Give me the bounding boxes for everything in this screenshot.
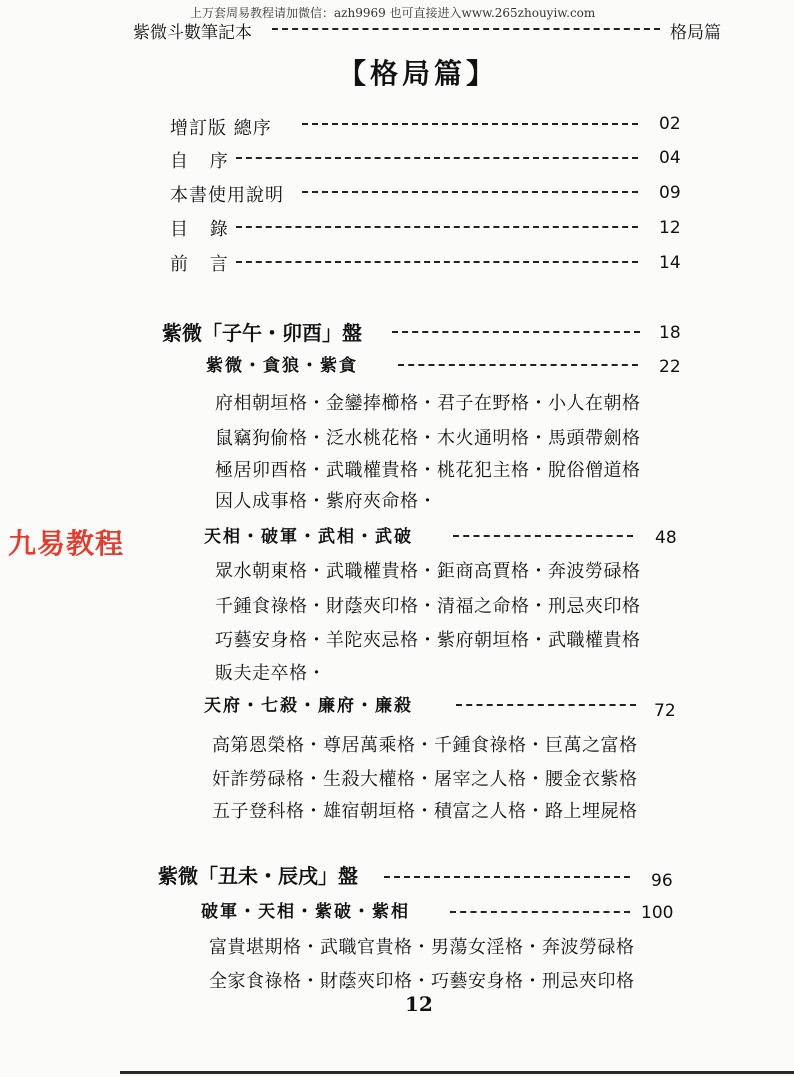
running-header-left: 紫微斗數筆記本 — [133, 23, 252, 43]
pattern-list-line: 鼠竊狗偷格・泛水桃花格・木火通明格・馬頭帶劍格 — [215, 428, 641, 449]
pattern-list-line: 巧藝安身格・羊陀夾忌格・紫府朝垣格・武職權貴格 — [215, 630, 641, 651]
page-number: 12 — [405, 992, 433, 1016]
group-heading[interactable]: 天相・破軍・武相・武破 — [204, 527, 413, 547]
toc-page-number: 09 — [659, 183, 681, 203]
toc-leader — [392, 331, 640, 333]
pattern-list-line: 販夫走卒格・ — [215, 663, 326, 684]
pattern-list-line: 富貴堪期格・武職官貴格・男蕩女淫格・奔波勞碌格 — [209, 937, 635, 958]
toc-entry-label[interactable]: 本書使用說明 — [170, 185, 284, 206]
section-heading[interactable]: 紫微「子午・卯酉」盤 — [162, 321, 362, 345]
toc-page-number: 12 — [659, 218, 681, 238]
toc-entry-label[interactable]: 增訂版 總序 — [170, 118, 272, 139]
pattern-list-line: 千鍾食祿格・財蔭夾印格・清福之命格・刑忌夾印格 — [215, 596, 641, 617]
pattern-list-line: 眾水朝東格・武職權貴格・鉅商高賈格・奔波勞碌格 — [215, 561, 641, 582]
toc-entry-label[interactable]: 前 言 — [170, 254, 236, 275]
toc-page-number: 14 — [659, 253, 681, 273]
toc-leader — [456, 704, 636, 706]
running-header-right: 格局篇 — [670, 23, 721, 43]
toc-leader — [302, 191, 638, 193]
section-heading[interactable]: 紫微「丑未・辰戌」盤 — [158, 864, 358, 888]
toc-leader — [236, 157, 638, 159]
toc-page-number: 02 — [659, 114, 681, 134]
toc-leader — [453, 535, 633, 537]
page-title: 【格局篇】 — [338, 57, 499, 90]
group-heading[interactable]: 破軍・天相・紫破・紫相 — [201, 902, 410, 922]
toc-page-number: 96 — [651, 871, 673, 891]
toc-leader — [450, 911, 630, 913]
toc-page-number: 04 — [659, 148, 681, 168]
toc-page-number: 18 — [659, 323, 681, 343]
group-heading[interactable]: 天府・七殺・廉府・廉殺 — [204, 696, 413, 716]
side-watermark: 九易教程 — [8, 527, 125, 560]
pattern-list-line: 府相朝垣格・金鑾捧櫛格・君子在野格・小人在朝格 — [215, 393, 641, 414]
toc-leader — [236, 226, 638, 228]
toc-leader — [302, 123, 638, 125]
pattern-list-line: 極居卯酉格・武職權貴格・桃花犯主格・脫俗僧道格 — [215, 460, 641, 481]
toc-entry-label[interactable]: 目 錄 — [170, 219, 236, 240]
toc-page-number: 100 — [641, 903, 674, 923]
toc-leader — [398, 364, 638, 366]
toc-page-number: 22 — [659, 357, 681, 377]
pattern-list-line: 奸詐勞碌格・生殺大權格・屠宰之人格・腰金衣紫格 — [212, 769, 638, 790]
group-heading[interactable]: 紫微・貪狼・紫貪 — [206, 356, 358, 376]
top-watermark: 上万套周易教程请加微信：azh9969 也可直接进入www.265zhouyiw.com — [190, 6, 596, 20]
pattern-list-line: 五子登科格・雄宿朝垣格・積富之人格・路上埋屍格 — [212, 801, 638, 822]
scan-edge-line — [120, 1071, 794, 1074]
header-dashed-rule — [272, 28, 660, 30]
pattern-list-line: 高第恩榮格・尊居萬乘格・千鍾食祿格・巨萬之富格 — [212, 735, 638, 756]
pattern-list-line: 全家食祿格・財蔭夾印格・巧藝安身格・刑忌夾印格 — [209, 971, 635, 992]
toc-leader — [236, 261, 638, 263]
pattern-list-line: 因人成事格・紫府夾命格・ — [215, 491, 437, 512]
toc-entry-label[interactable]: 自 序 — [170, 151, 236, 172]
toc-page-number: 72 — [654, 701, 676, 721]
toc-page-number: 48 — [655, 528, 677, 548]
toc-leader — [384, 876, 630, 878]
